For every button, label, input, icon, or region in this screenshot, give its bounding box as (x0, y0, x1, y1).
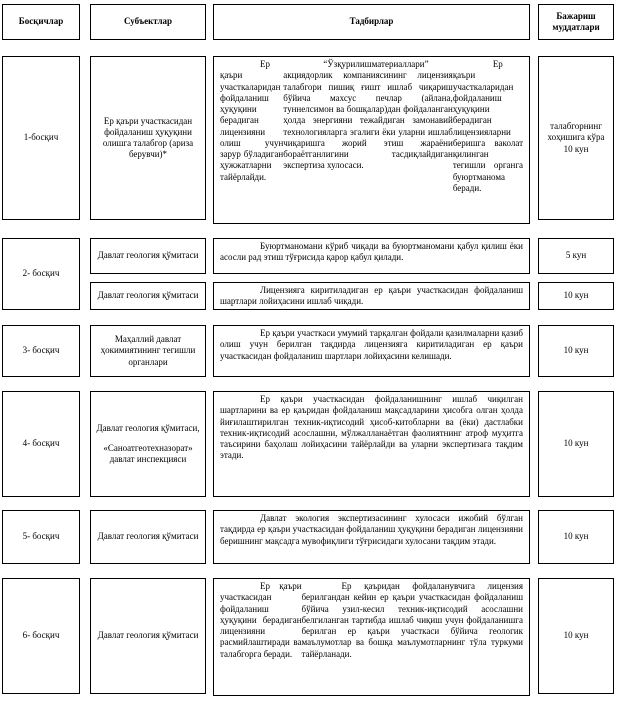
stage-2-cell: 2- босқич (2, 238, 80, 310)
stage-4-measure-1: Ер қаъри участкасидан фойдаланишнинг ишлаб чиқилган шартларини ва ер қаъридан фойдаланиш мақсадларини ҳисобга олган ҳолда йиғилаштирилган техник-иқтисодий ҳисоб-китобларни ва (ёки) дастлабки техник-иқтисодий асослашни, мўлжалланаётган фаолиятнинг атроф муҳитга таъсирини баҳолаш лойиҳасини тайёрлайди ва уларни экспертизага тақдим этади. (220, 394, 523, 461)
stage-1-measures (213, 56, 530, 224)
stage-2a-deadline: 5 кун (538, 238, 614, 274)
stage-6-deadline: 10 кун (538, 578, 614, 694)
header-measures: Тадбирлар (213, 4, 530, 40)
header-stages: Босқичлар (2, 4, 80, 40)
stage-1-measure-1: Ер қаъри участкаларидан фойдаланиш ҳуқуқини берадиган лицензияни олиш учун зарур бўладиган ҳужжатларни тайёрлайди. (220, 59, 284, 182)
stage-3-measures (213, 325, 530, 377)
stage-2b-measure-1: Лицензияга киритиладиган ер қаъри участкасидан фойдаланиш шартлари лойиҳасини ишлаб чиқади. (220, 285, 523, 307)
stage-1-measure-2: “Ўзқурилишматериаллари” акциядорлик компаниясининг лицензия талабгори пишиқ ғишт ишлаб чиқариш бўйича махсус печлар (айлана, туннелсимон ва бошқалар)дан фойдаланган ҳолда энергияни тежайдиган замонавий технологияларга эгалиги ёки уларни ишлаб чиқаришга жорий этиш жараёни бораётганлигини тасдиқлайдиган экспертиза хулосаси. (283, 59, 453, 171)
stage-4-subject-line-2: «Саноатгеотехназорат» давлат инспекцияси (103, 442, 193, 465)
stage-4-deadline: 10 кун (538, 391, 614, 497)
stage-4-cell: 4- босқич (2, 391, 80, 497)
stage-6-measure-1: Ер қаъри участкасидан фойдаланиш ҳуқуқини берадиган лицензияни расмийлаштиради ва талабгорга беради. (220, 581, 302, 659)
stage-2a-measure-1: Буюртманомани кўриб чиқади ва буюртманомани қабул қилиш ёки асосли рад этиш тўғрисида қарор қабул қилади. (220, 241, 523, 263)
stage-2b-subject: Давлат геология қўмитаси (90, 282, 206, 310)
stage-3-measure-1: Ер қаъри участкаси умумий тарқалган фойдали қазилмаларни қазиб олиш учун берилган тақдирда лицензияга киритиладиган ер қаъри участкасидан фойдаланиш шартлари лойиҳасини келишади. (220, 328, 523, 361)
stage-6-cell: 6- босқич (2, 578, 80, 694)
stage-2b-deadline: 10 кун (538, 282, 614, 310)
stage-5-cell: 5- босқич (2, 510, 80, 564)
stage-4-measures (213, 391, 530, 497)
stage-3-deadline: 10 кун (538, 325, 614, 377)
stage-2b-measures (213, 282, 530, 310)
stage-2a-subject: Давлат геология қўмитаси (90, 238, 206, 274)
stage-6-subject: Давлат геология қўмитаси (90, 578, 206, 694)
stage-5-subject: Давлат геология қўмитаси (90, 510, 206, 564)
header-subjects: Субъектлар (90, 4, 206, 40)
stage-1-deadline: талабгорнинг хоҳишига кўра 10 кун (538, 56, 614, 220)
stage-4-subject-line-1: Давлат геология қўмитаси, (96, 422, 200, 433)
stage-5-deadline: 10 кун (538, 510, 614, 564)
stage-5-measure-1: Давлат экология экспертизасининг хулосаси ижобий бўлган тақдирда ер қаъри участкасидан фойдаланиш ҳуқуқини берадиган лицензияни беришнинг мақсадга мувофиқлиги тўғрисидаги хулосани тақдим этади. (220, 513, 523, 546)
stage-1-measure-3: Ер қаъри участкаларидан фойдаланиш ҳуқуқини берадиган лицензияларни беришга ваколат қилинган тегишли органга буюртманома беради. (452, 59, 524, 193)
stage-3-cell: 3- босқич (2, 325, 80, 377)
stage-6-measures (213, 578, 530, 696)
stage-1-subject: Ер қаъри участкасидан фойдаланиш ҳуқуқини олишга талабгор (ариза берувчи)* (90, 56, 206, 220)
stage-6-measure-2: Ер қаъридан фойдаланувчига лицензия берилгандан кейин ер қаъри участкасидан фойдаланиш бўйича узил-кесил техник-иқтисодий асослашни белгиланган тартибда ишлаб чиқиш учун фойдаланишга берилган ер қаъри участкаси бўйича геологик маълумотлар ва бошқа маълумотларнинг тўла туркуми тайёрланади. (301, 581, 523, 659)
stage-4-subject (90, 391, 206, 497)
stage-1-cell: 1-босқич (2, 56, 80, 220)
stage-3-subject: Маҳаллий давлат ҳокимиятининг тегишли органлари (90, 325, 206, 377)
stage-2a-measures (213, 238, 530, 274)
stage-5-measures (213, 510, 530, 564)
header-deadline: Бажариш муддатлари (538, 4, 614, 40)
